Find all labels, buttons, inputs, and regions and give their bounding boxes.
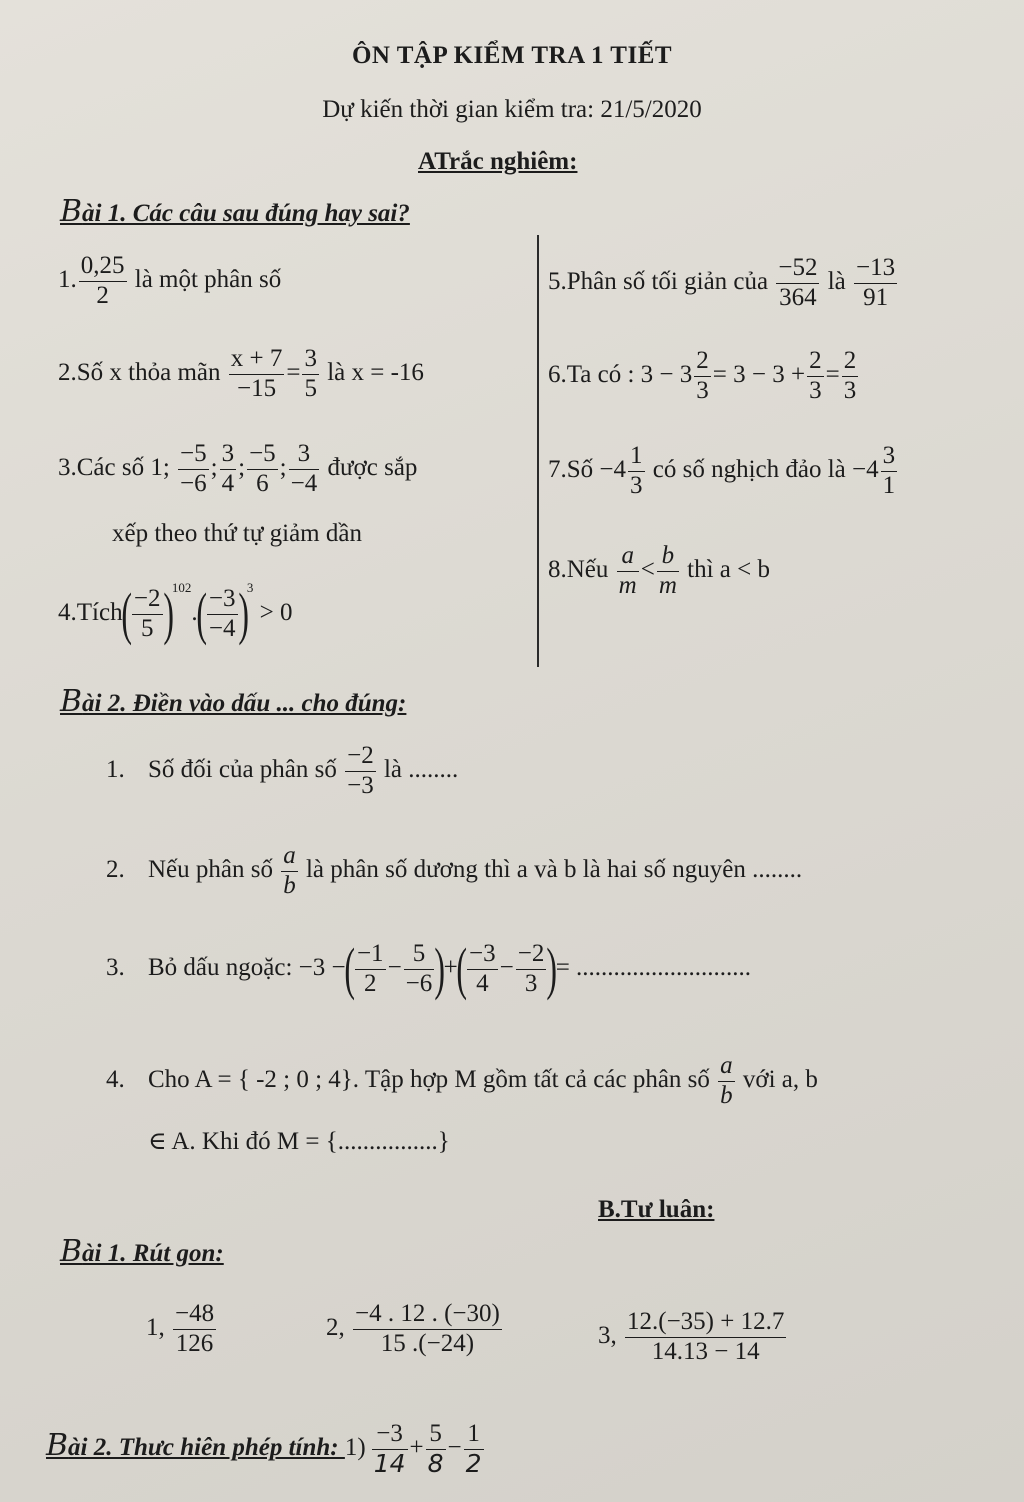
- b2q2-n: 2.: [106, 855, 125, 883]
- e3-num: 12.(−35) + 12.7: [625, 1308, 786, 1338]
- q4-prefix: 4.Tích: [58, 599, 123, 626]
- bai1-heading: [60, 194, 410, 229]
- tl-bai2-fraction-c: [464, 1420, 484, 1479]
- tl-bai2-b-den: 8: [427, 1448, 444, 1478]
- tl-bai2-a-den: 14: [373, 1448, 406, 1478]
- q2-f2-num: 3: [302, 345, 319, 375]
- b2q3-d-num: −2: [516, 940, 547, 970]
- bai2-q3: [106, 936, 752, 1002]
- b2q1-n: 1.: [106, 755, 125, 783]
- q8-b-num: b: [657, 542, 679, 572]
- b2q4-num: a: [718, 1052, 735, 1082]
- q7-f1-num: 1: [628, 442, 645, 472]
- tl-bai1-e3: [598, 1308, 788, 1367]
- q7-mid: có số nghịch đảo là: [652, 455, 846, 483]
- b2q3-fraction-b: [404, 940, 435, 999]
- b2q3-c-num: −3: [467, 940, 498, 970]
- q6-f3-num: 2: [842, 347, 859, 377]
- bai2-heading-text: ài 2. Điền vào dấu ... cho đúng:: [82, 690, 407, 717]
- e3-n: 3,: [598, 1321, 617, 1349]
- q4-exp-1: 102: [171, 580, 192, 595]
- q6-f1-num: 2: [694, 347, 711, 377]
- e2-den: 15 .(−24): [380, 1329, 475, 1357]
- q6-p2: = 3 − 3 +: [712, 360, 806, 388]
- q6-f2-den: 3: [809, 376, 822, 404]
- b2q3-b-den: −6: [405, 969, 433, 997]
- tl-bai2: [46, 1420, 486, 1479]
- b2q4-line2: ∈ A. Khi đó M = {................}: [148, 1128, 450, 1155]
- tl-bai2-fraction-a: [372, 1420, 408, 1479]
- q4-paren-close-1: ): [162, 581, 174, 647]
- tl-bai2-b-num: 5: [426, 1420, 446, 1450]
- q3-fraction-a: [178, 440, 209, 499]
- q8-fraction-b: [657, 542, 679, 601]
- bai1-q8: [548, 542, 770, 601]
- q8-b-den: m: [658, 571, 677, 599]
- q3-a-den: −6: [180, 469, 207, 497]
- bai1-q7: [548, 442, 899, 501]
- section-b-heading: B.Tư luân:: [598, 1196, 715, 1223]
- q8-fraction-a: [617, 542, 639, 601]
- q7-fraction-2: [881, 442, 898, 501]
- q6-prefix: 6.Ta có :: [548, 360, 635, 388]
- tl-bai2-c-num: 1: [464, 1420, 484, 1450]
- q8-a-den: m: [618, 571, 637, 599]
- q4-paren-open-2: (: [195, 581, 207, 647]
- bai1-q6: [548, 347, 860, 406]
- q3-fraction-c: [247, 440, 278, 499]
- b2q3-paren-close-1: ): [434, 936, 446, 1002]
- q3-c-num: −5: [247, 440, 278, 470]
- tl-bai2-heading: [46, 1427, 345, 1463]
- q7-fraction-1: [628, 442, 645, 501]
- q7-p1: −4: [599, 455, 627, 483]
- q2-fraction-1: [229, 345, 285, 404]
- q4-fraction-a: [132, 585, 163, 644]
- q3-c-den: 6: [256, 469, 269, 497]
- b2q3-c-den: 4: [476, 969, 489, 997]
- q1-fraction: [79, 252, 127, 311]
- q3-d-den: −4: [290, 469, 318, 497]
- e1-fraction: [173, 1300, 216, 1359]
- q2-prefix: 2.Số x thỏa mãn: [58, 358, 221, 386]
- q4-fraction-b: [207, 585, 238, 644]
- bai1-q3: [58, 440, 417, 499]
- q5-prefix: 5.Phân số tối giản của: [548, 267, 769, 295]
- q4-paren-close-2: ): [237, 581, 249, 647]
- q4-a-num: −2: [132, 585, 163, 615]
- q3-sep-3: ;: [279, 453, 287, 481]
- e2-fraction: [353, 1300, 502, 1359]
- tl-bai2-minus: −: [447, 1433, 462, 1461]
- q8-lt: <: [640, 555, 655, 583]
- q5-b-den: 91: [863, 283, 889, 311]
- tl-bai2-a-num: −3: [372, 1420, 408, 1450]
- tl-bai1-e1: [146, 1300, 218, 1359]
- b2q1-den: −3: [347, 771, 374, 799]
- b2q4-den: b: [720, 1081, 733, 1109]
- q3-fraction-d: [289, 440, 320, 499]
- q4-exp-2: 3: [246, 580, 254, 595]
- q4-a-den: 5: [140, 614, 154, 642]
- q3-line2: xếp theo thứ tự giảm dần: [112, 520, 362, 547]
- q5-a-num: −52: [776, 254, 819, 284]
- bai1-q2: [58, 345, 424, 404]
- page-subtitle: Dự kiến thời gian kiểm tra: 21/5/2020: [322, 96, 702, 123]
- b2q3-fraction-c: [467, 940, 498, 999]
- bai1-heading-initial: B: [60, 194, 83, 229]
- e1-den: 126: [175, 1329, 214, 1357]
- b2q1-tail: là ........: [383, 755, 459, 783]
- e3-den: 14.13 − 14: [651, 1337, 760, 1365]
- q1-den: 2: [96, 281, 109, 309]
- b2q2-text: Nếu phân số: [148, 855, 273, 883]
- q2-f1-num: x + 7: [229, 345, 285, 375]
- bai1-q4: [58, 580, 293, 647]
- q4-b-num: −3: [207, 585, 238, 615]
- q6-fraction-3: [842, 347, 859, 406]
- q2-eq: =: [286, 358, 301, 386]
- b2q3-fraction-a: [355, 940, 386, 999]
- q1-num: 0,25: [79, 252, 127, 282]
- q8-prefix: 8.Nếu: [548, 555, 609, 583]
- q7-f2-num: 3: [881, 442, 898, 472]
- tl-bai1-heading-initial: B: [60, 1234, 83, 1269]
- tl-bai2-plus: +: [409, 1433, 424, 1461]
- q3-b-num: 3: [220, 440, 237, 470]
- b2q3-paren-open-1: (: [343, 936, 355, 1002]
- q4-paren-open-1: (: [120, 581, 132, 647]
- bai2-q4: [106, 1052, 818, 1111]
- q6-f2-num: 2: [807, 347, 824, 377]
- b2q2-fraction: [281, 842, 298, 901]
- q4-text: > 0: [259, 599, 293, 626]
- q6-f1-den: 3: [696, 376, 709, 404]
- q3-b-den: 4: [221, 469, 235, 497]
- q8-text: thì a < b: [687, 555, 770, 583]
- b2q3-minus-1: −: [387, 953, 402, 981]
- q2-fraction-2: [302, 345, 319, 404]
- b2q2-den: b: [283, 871, 296, 899]
- q6-fraction-1: [694, 347, 711, 406]
- tl-bai1-heading-text: ài 1. Rút gon:: [82, 1240, 224, 1267]
- b2q3-paren-close-2: ): [546, 936, 558, 1002]
- q7-f2-den: 1: [882, 471, 896, 499]
- q1-text: là một phân số: [134, 265, 282, 293]
- q5-b-num: −13: [854, 254, 897, 284]
- bai2-q1: [106, 742, 458, 801]
- q3-sep-1: ;: [210, 453, 218, 481]
- q3-sep-2: ;: [238, 453, 246, 481]
- q3-fraction-b: [220, 440, 237, 499]
- q6-fraction-2: [807, 347, 824, 406]
- q3-prefix: 3.Các số 1;: [58, 453, 170, 481]
- q7-p2: −4: [852, 455, 879, 483]
- q6-p1: 3 − 3: [640, 360, 693, 388]
- q5-fraction-b: [854, 254, 897, 313]
- q3-a-num: −5: [178, 440, 209, 470]
- b2q3-plus: +: [443, 953, 458, 981]
- page-title: ÔN TẬP KIỂM TRA 1 TIẾT: [351, 42, 673, 69]
- bai1-heading-text: ài 1. Các câu sau đúng hay sai?: [82, 200, 410, 227]
- q4-dot: .: [191, 599, 198, 626]
- b2q4-text: Cho A = { -2 ; 0 ; 4}. Tập hợp M gồm tất cả các phân số: [148, 1065, 710, 1093]
- b2q4-n: 4.: [106, 1065, 125, 1093]
- e1-num: −48: [173, 1300, 216, 1330]
- b2q2-tail: là phân số dương thì a và b là hai số nguyên ........: [305, 855, 803, 883]
- b2q3-b-num: 5: [404, 940, 435, 970]
- q2-text: là x = -16: [327, 358, 424, 386]
- tl-bai2-n: 1): [344, 1433, 366, 1461]
- bai1-q5: [548, 254, 899, 313]
- b2q2-num: a: [281, 842, 298, 872]
- section-a-heading: ATrắc nghiêm:: [418, 148, 578, 175]
- b2q3-minus-2: −: [499, 953, 514, 981]
- b2q1-text: Số đối của phân số: [148, 755, 337, 783]
- b2q3-a-den: 2: [364, 969, 377, 997]
- q7-f1-den: 3: [630, 471, 643, 499]
- q1-prefix: 1.: [58, 265, 77, 293]
- b2q3-d-den: 3: [524, 969, 538, 997]
- tl-bai2-heading-text: ài 2. Thưc hiên phép tính:: [68, 1433, 345, 1461]
- q7-prefix: 7.Số: [548, 455, 594, 483]
- bai2-q2: [106, 842, 802, 901]
- b2q1-fraction: [345, 742, 376, 801]
- q6-f3-den: 3: [843, 376, 857, 404]
- b2q3-n: 3.: [106, 953, 125, 981]
- tl-bai2-c-den: 2: [465, 1448, 482, 1478]
- q8-a-num: a: [617, 542, 639, 572]
- bai1-q1: [58, 252, 281, 311]
- bai2-heading: [60, 684, 406, 719]
- tl-bai1-e2: [326, 1300, 504, 1359]
- b2q4-fraction: [718, 1052, 735, 1111]
- q3-d-num: 3: [289, 440, 320, 470]
- e1-n: 1,: [146, 1313, 165, 1341]
- e2-num: −4 . 12 . (−30): [353, 1300, 502, 1330]
- e3-fraction: [625, 1308, 786, 1367]
- q4-b-den: −4: [208, 614, 236, 642]
- tl-bai2-heading-initial: B: [46, 1427, 69, 1463]
- b2q3-tail: = ............................: [555, 953, 752, 981]
- b2q4-tail: với a, b: [742, 1065, 818, 1093]
- q6-p3: =: [825, 360, 840, 388]
- q2-f2-den: 5: [304, 374, 317, 402]
- b2q3-fraction-d: [516, 940, 547, 999]
- tl-bai2-fraction-b: [426, 1420, 446, 1479]
- q2-f1-den: −15: [237, 374, 277, 402]
- b2q3-p1: −3 −: [298, 953, 346, 981]
- bai2-heading-initial: B: [60, 684, 83, 719]
- b2q3-a-num: −1: [355, 940, 386, 970]
- b2q3-paren-open-2: (: [456, 936, 467, 1002]
- b2q1-num: −2: [345, 742, 376, 772]
- e2-n: 2,: [326, 1313, 345, 1341]
- b2q3-text: Bỏ dấu ngoặc:: [148, 953, 293, 981]
- q3-text: được sắp: [327, 453, 418, 481]
- q5-mid: là: [827, 267, 846, 295]
- q5-fraction-a: [776, 254, 819, 313]
- tl-bai1-heading: [60, 1234, 224, 1269]
- q5-a-den: 364: [779, 283, 817, 311]
- column-divider: [537, 235, 539, 667]
